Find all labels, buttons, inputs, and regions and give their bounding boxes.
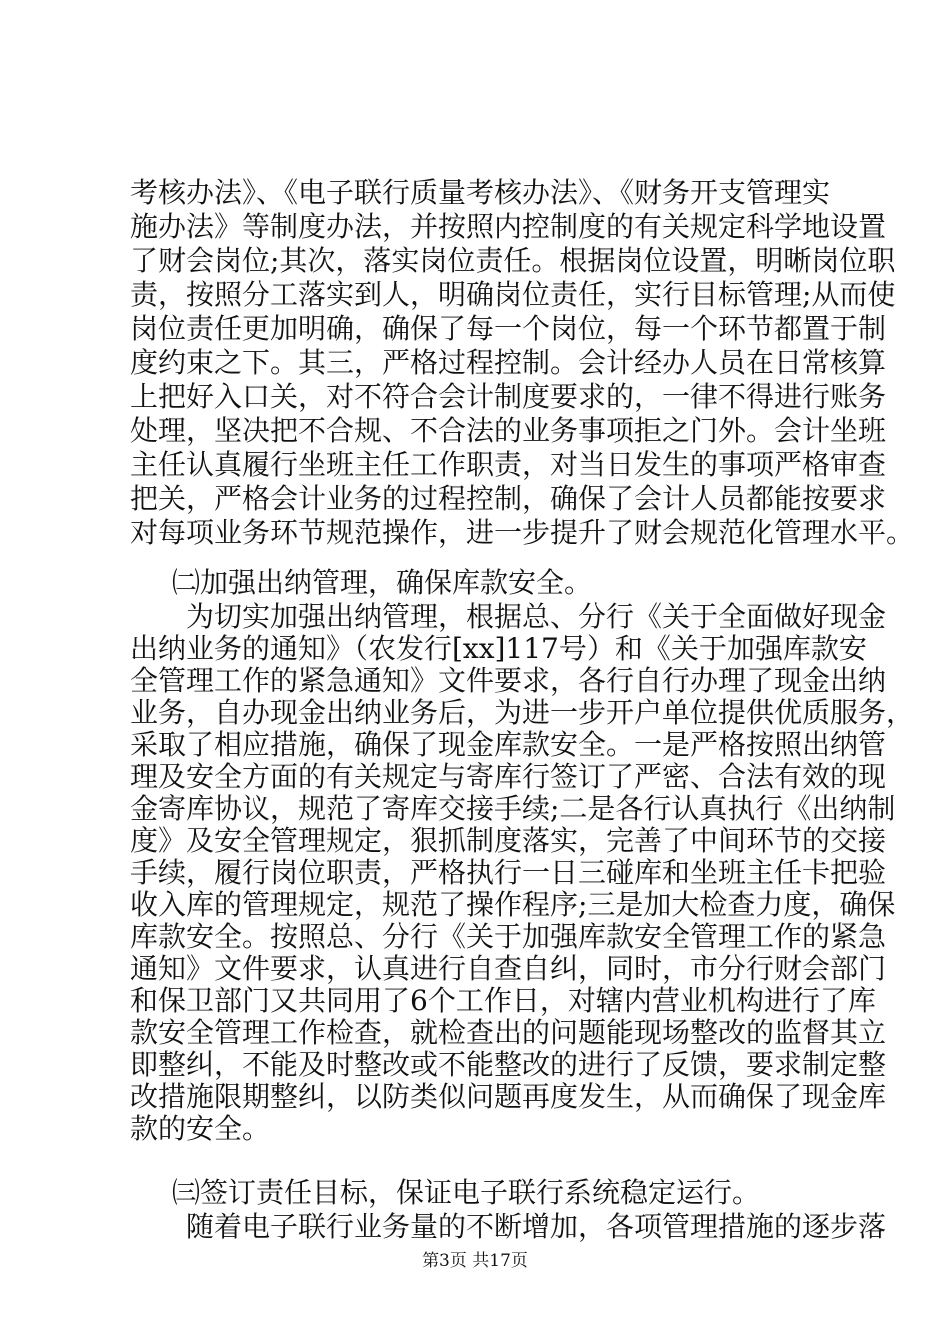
text-line: 为切实加强出纳管理，根据总、分行《关于全面做好现金 (186, 600, 887, 633)
text-line: 了财会岗位;其次，落实岗位责任。根据岗位设置，明晰岗位职 (130, 244, 896, 277)
text-line: 度》及安全管理规定，狠抓制度落实，完善了中间环节的交接 (130, 824, 887, 857)
text-line: 款安全管理工作检查，就检查出的问题能现场整改的监督其立 (130, 1016, 887, 1049)
text-line: 责，按照分工落实到人，明确岗位责任，实行目标管理;从而使 (130, 278, 896, 311)
text-line: 和保卫部门又共同用了6个工作日，对辖内营业机构进行了库 (130, 984, 876, 1017)
text-line: 款的安全。 (130, 1112, 271, 1145)
text-line: 业务，自办现金出纳业务后，为进一步开户单位提供优质服务， (130, 696, 915, 729)
page-footer: 第3页 共17页 (422, 1251, 528, 1271)
text-line: 理及安全方面的有关规定与寄库行签订了严密、合法有效的现 (130, 760, 887, 793)
text-line: 主任认真履行坐班主任工作职责，对当日发生的事项严格审查 (130, 448, 887, 481)
text-line: 上把好入口关，对不符合会计制度要求的，一律不得进行账务 (130, 380, 887, 413)
text-line: 收入库的管理规定，规范了操作程序;三是加大检查力度，确保 (130, 888, 896, 921)
text-line: 处理，坚决把不合规、不合法的业务事项拒之门外。会计坐班 (130, 414, 887, 447)
text-line: 即整纠，不能及时整改或不能整改的进行了反馈，要求制定整 (130, 1048, 887, 1081)
section-heading: ㈡加强出纳管理，确保库款安全。 (172, 566, 593, 599)
text-line: 全管理工作的紧急通知》文件要求，各行自行办理了现金出纳 (130, 664, 887, 697)
text-line: 改措施限期整纠，以防类似问题再度发生，从而确保了现金库 (130, 1080, 887, 1113)
text-line: 手续，履行岗位职责，严格执行一日三碰库和坐班主任卡把验 (130, 856, 887, 889)
text-line: 施办法》等制度办法，并按照内控制度的有关规定科学地设置 (130, 210, 887, 243)
text-line: 度约束之下。其三，严格过程控制。会计经办人员在日常核算 (130, 346, 887, 379)
text-line: 通知》文件要求，认真进行自查自纠，同时，市分行财会部门 (130, 952, 887, 985)
section-heading: ㈢签订责任目标，保证电子联行系统稳定运行。 (172, 1176, 761, 1209)
text-line: 对每项业务环节规范操作，进一步提升了财会规范化管理水平。 (130, 516, 915, 549)
text-line: 岗位责任更加明确，确保了每一个岗位，每一个环节都置于制 (130, 312, 887, 345)
text-line: 采取了相应措施，确保了现金库款安全。一是严格按照出纳管 (130, 728, 887, 761)
text-line: 金寄库协议，规范了寄库交接手续;二是各行认真执行《出纳制 (130, 792, 896, 825)
text-line: 把关，严格会计业务的过程控制，确保了会计人员都能按要求 (130, 482, 887, 515)
text-line: 考核办法》、《电子联行质量考核办法》、《财务开支管理实 (130, 176, 831, 209)
text-line: 随着电子联行业务量的不断增加，各项管理措施的逐步落 (186, 1210, 887, 1243)
text-line: 库款安全。按照总、分行《关于加强库款安全管理工作的紧急 (130, 920, 887, 953)
text-line: 出纳业务的通知》（农发行[xx]117号）和《关于加强库款安 (130, 632, 867, 665)
